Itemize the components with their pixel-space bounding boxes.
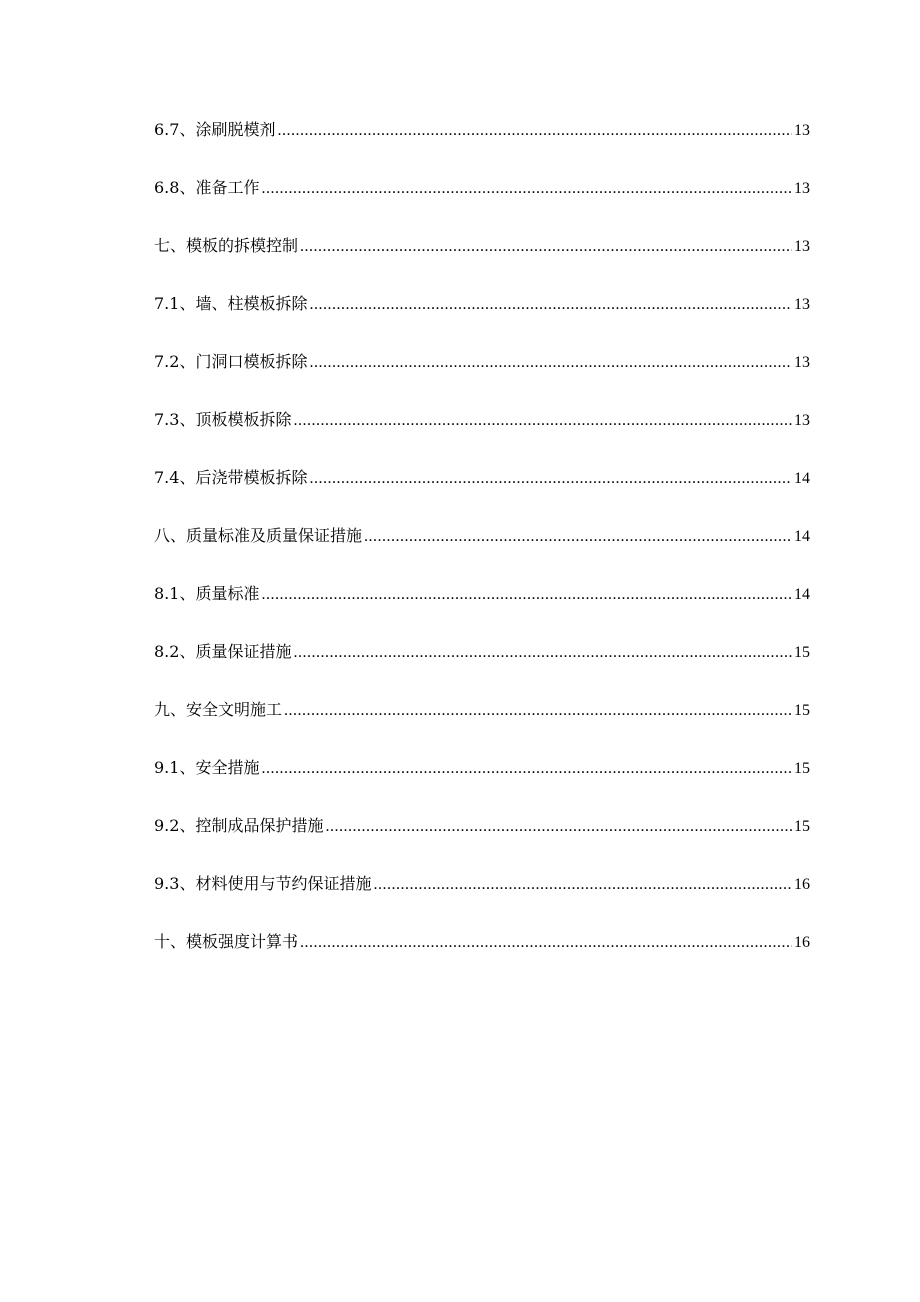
toc-entry[interactable] (154, 347, 810, 405)
toc-entry-page: 13 (794, 296, 810, 313)
toc-dot-leader (364, 522, 792, 552)
toc-dot-leader (261, 754, 792, 784)
toc-entry-page: 13 (794, 412, 810, 429)
toc-dot-leader (325, 812, 792, 842)
toc-entry-title: 8.2、质量保证措施 (154, 642, 292, 661)
toc-dot-leader (373, 870, 792, 900)
toc-entry-title: 8.1、质量标准 (154, 584, 260, 603)
toc-entry-page: 13 (794, 122, 810, 139)
toc-entry-page: 13 (794, 180, 810, 197)
toc-entry-page: 13 (794, 354, 810, 371)
toc-entry[interactable] (154, 231, 810, 289)
toc-dot-leader (300, 928, 792, 958)
toc-entry-page: 15 (794, 702, 810, 719)
toc-entry-title: 七、模板的拆模控制 (154, 236, 299, 255)
toc-entry-page: 13 (794, 238, 810, 255)
toc-entry[interactable] (154, 289, 810, 347)
toc-entry-title: 7.1、墙、柱模板拆除 (154, 294, 308, 313)
toc-entry-title: 6.8、准备工作 (154, 178, 260, 197)
toc-entry-page: 15 (794, 760, 810, 777)
toc-entry[interactable] (154, 695, 810, 753)
table-of-contents (154, 115, 810, 985)
toc-dot-leader (277, 116, 792, 146)
toc-entry[interactable] (154, 869, 810, 927)
toc-entry-page: 15 (794, 644, 810, 661)
toc-entry-title: 十、模板强度计算书 (154, 932, 299, 951)
toc-entry-page: 15 (794, 818, 810, 835)
toc-entry-page: 14 (794, 528, 810, 545)
toc-entry[interactable] (154, 115, 810, 173)
toc-dot-leader (261, 174, 792, 204)
toc-entry-title: 7.2、门洞口模板拆除 (154, 352, 308, 371)
toc-dot-leader (293, 406, 792, 436)
toc-entry[interactable] (154, 173, 810, 231)
toc-entry-page: 14 (794, 586, 810, 603)
toc-entry-title: 9.2、控制成品保护措施 (154, 816, 324, 835)
toc-entry[interactable] (154, 753, 810, 811)
toc-entry[interactable] (154, 579, 810, 637)
toc-entry-title: 八、质量标准及质量保证措施 (154, 526, 363, 545)
toc-entry-page: 16 (794, 876, 810, 893)
toc-entry-title: 7.3、顶板模板拆除 (154, 410, 292, 429)
toc-entry-title: 九、安全文明施工 (154, 700, 283, 719)
toc-entry-title: 6.7、涂刷脱模剂 (154, 120, 276, 139)
toc-dot-leader (284, 696, 792, 726)
toc-entry-title: 7.4、后浇带模板拆除 (154, 468, 308, 487)
toc-dot-leader (300, 232, 792, 262)
toc-entry-title: 9.3、材料使用与节约保证措施 (154, 874, 372, 893)
toc-dot-leader (309, 348, 792, 378)
toc-entry[interactable] (154, 463, 810, 521)
toc-entry[interactable] (154, 521, 810, 579)
toc-entry[interactable] (154, 927, 810, 985)
toc-entry-page: 16 (794, 934, 810, 951)
toc-entry-page: 14 (794, 470, 810, 487)
toc-dot-leader (309, 290, 792, 320)
toc-entry[interactable] (154, 811, 810, 869)
toc-dot-leader (309, 464, 792, 494)
toc-entry[interactable] (154, 637, 810, 695)
toc-entry[interactable] (154, 405, 810, 463)
toc-entry-title: 9.1、安全措施 (154, 758, 260, 777)
toc-dot-leader (261, 580, 792, 610)
toc-dot-leader (293, 638, 792, 668)
